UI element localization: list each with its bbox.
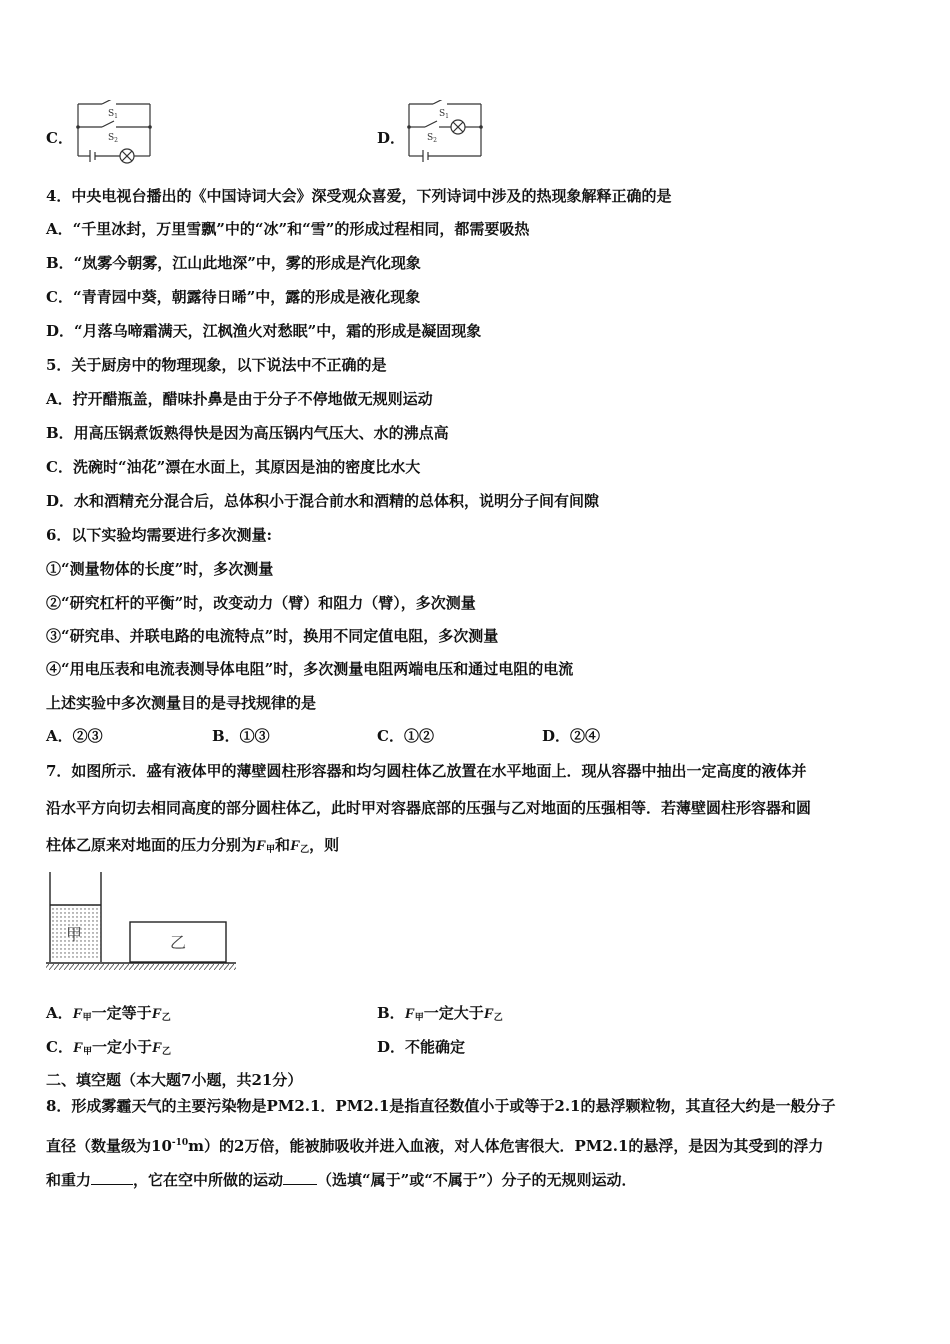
q5-option-c: C．洗碗时“油花”漂在水面上，其原因是油的密度比水大 bbox=[46, 458, 421, 476]
q6-conclusion: 上述实验中多次测量目的是寻找规律的是 bbox=[46, 694, 317, 712]
q4-option-c: C．“青青园中葵，朝露待日晞”中，露的形成是液化现象 bbox=[46, 288, 421, 306]
figure-label-yi: 乙 bbox=[170, 933, 187, 952]
q6-option-a: A．②③ bbox=[46, 727, 103, 745]
q7-line-1: 7．如图所示．盛有液体甲的薄壁圆柱形容器和均匀圆柱体乙放置在水平地面上．现从容器中抽出一定高度的液体并 bbox=[46, 762, 807, 780]
answer-blank-2[interactable] bbox=[283, 1170, 317, 1185]
q7-option-b: B．$F_甲$一定大于$F_乙$ bbox=[377, 1004, 503, 1023]
q6-item-4: ④“用电压表和电流表测导体电阻”时，多次测量电阻两端电压和通过电阻的电流 bbox=[46, 660, 574, 678]
q8-line-1: 8．形成雾霾天气的主要污染物是PM2.1．PM2.1是指直径数值小于或等于2.1的悬浮颗粒物，其直径大约是一般分子 bbox=[46, 1097, 836, 1115]
q7-option-a: A．$F_甲$一定等于$F_乙$ bbox=[46, 1004, 171, 1023]
answer-blank-1[interactable] bbox=[91, 1170, 133, 1185]
figure-label-jia: 甲 bbox=[66, 925, 83, 944]
q6-item-1: ①“测量物体的长度”时，多次测量 bbox=[46, 560, 274, 578]
q7-option-c: C．$F_甲$一定小于$F_乙$ bbox=[46, 1038, 172, 1057]
q7-line-2: 沿水平方向切去相同高度的部分圆柱体乙，此时甲对容器底部的压强与乙对地面的压强相等．若薄壁圆柱形容器和圆 bbox=[46, 799, 812, 817]
q6-stem: 6．以下实验均需要进行多次测量: bbox=[46, 526, 272, 544]
q4-stem: 4．中央电视台播出的《中国诗词大会》深受观众喜爱，下列诗词中涉及的热现象解释正确的是 bbox=[46, 187, 672, 205]
section-2-title: 二、填空题（本大题7小题，共21分） bbox=[46, 1071, 303, 1089]
q8-line-2: 直径（数量级为$10^{-10}m$）的2万倍，能被肺吸收并进入血液，对人体危害很大．PM2.1的悬浮，是因为其受到的浮力 bbox=[46, 1137, 824, 1155]
q5-option-b: B．用高压锅煮饭熟得快是因为高压锅内气压大、水的沸点高 bbox=[46, 424, 449, 442]
q7-line-3: 柱体乙原来对地面的压力分别为$F_甲$和$F_乙$，则 bbox=[46, 836, 340, 855]
q5-stem: 5．关于厨房中的物理现象，以下说法中不正确的是 bbox=[46, 356, 387, 374]
circuit-diagram-d bbox=[403, 100, 493, 164]
q4-option-d: D．“月落乌啼霜满天，江枫渔火对愁眠”中，霜的形成是凝固现象 bbox=[46, 322, 482, 340]
q3-option-c-label: C． bbox=[46, 129, 73, 147]
q6-option-b: B．①③ bbox=[212, 727, 270, 745]
q4-option-b: B．“岚雾今朝雾，江山此地深”中，雾的形成是汽化现象 bbox=[46, 254, 421, 272]
q6-item-3: ③“研究串、并联电路的电流特点”时，换用不同定值电阻，多次测量 bbox=[46, 627, 499, 645]
q4-option-a: A．“千里冰封，万里雪飘”中的“冰”和“雪”的形成过程相同，都需要吸热 bbox=[46, 220, 530, 238]
q6-option-d: D．②④ bbox=[542, 727, 601, 745]
switch-s2-label-d: $S_2$ bbox=[427, 133, 437, 144]
container-and-cylinder-figure bbox=[44, 868, 244, 978]
q6-item-2: ②“研究杠杆的平衡”时，改变动力（臂）和阻力（臂），多次测量 bbox=[46, 594, 476, 612]
circuit-diagram-c bbox=[72, 100, 162, 164]
ground-hatch bbox=[46, 964, 236, 970]
q8-line-3: 和重力 ，它在空中所做的运动 （选填“属于”或“不属于”）分子的无规则运动． bbox=[46, 1171, 637, 1189]
q5-option-a: A．拧开醋瓶盖，醋味扑鼻是由于分子不停地做无规则运动 bbox=[46, 390, 433, 408]
switch-s2-label-c: $S_2$ bbox=[108, 133, 118, 144]
q6-option-c: C．①② bbox=[377, 727, 434, 745]
switch-s1-label-d: $S_1$ bbox=[439, 109, 449, 120]
switch-s1-label-c: $S_1$ bbox=[108, 109, 118, 120]
q7-option-d: D．不能确定 bbox=[377, 1038, 466, 1056]
q5-option-d: D．水和酒精充分混合后，总体积小于混合前水和酒精的总体积，说明分子间有间隙 bbox=[46, 492, 600, 510]
q3-option-d-label: D． bbox=[377, 129, 406, 147]
